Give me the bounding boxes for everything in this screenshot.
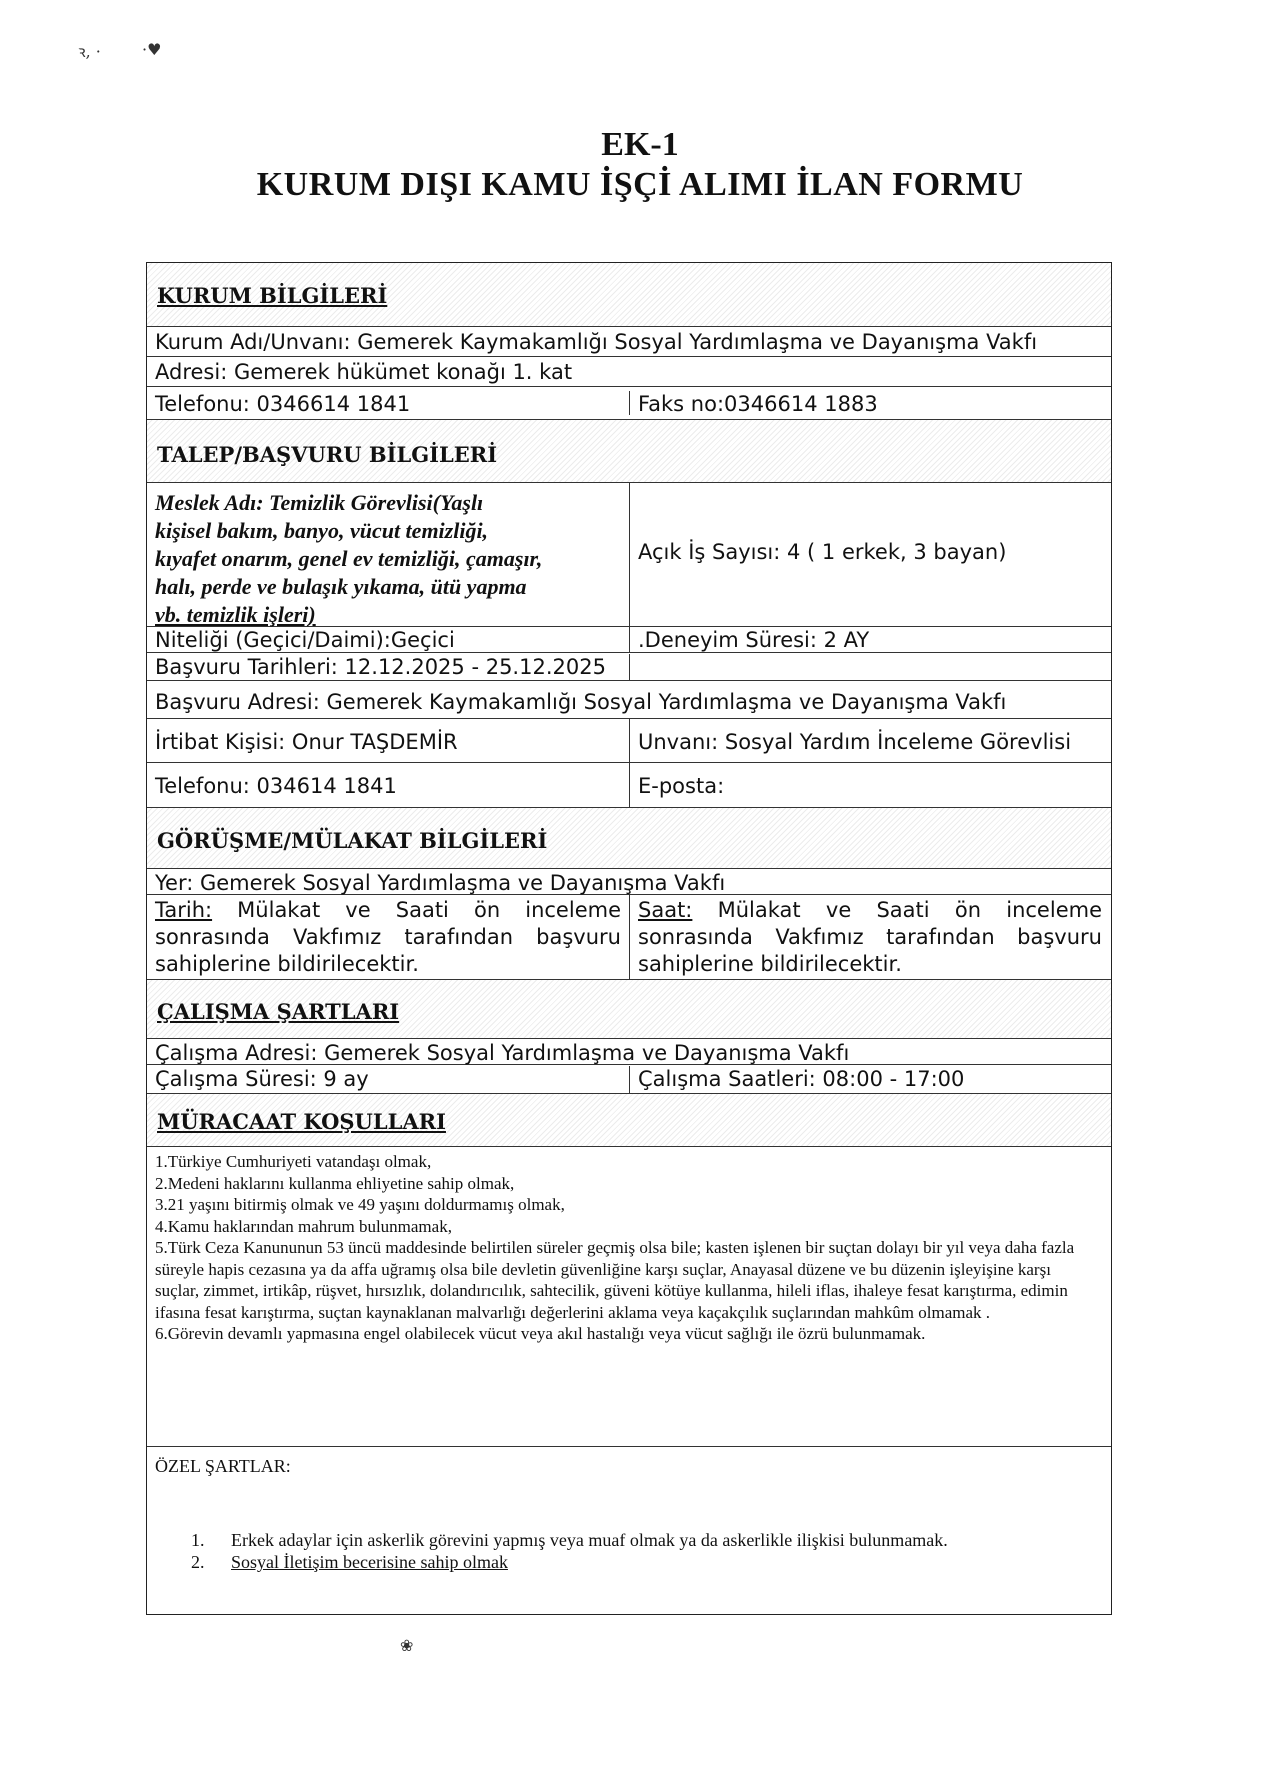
basvuru-adresi-row	[147, 681, 1111, 719]
section-kurum-bilgileri	[147, 263, 1111, 327]
scan-mark: ꝛ, ·	[78, 42, 101, 61]
condition-item: 4.Kamu haklarından mahrum bulunmamak,	[155, 1216, 452, 1236]
calisma-adresi-row	[147, 1039, 1111, 1065]
calisma-adresi: Çalışma Adresi: Gemerek Sosyal Yardımlaşma ve Dayanışma Vakfı	[155, 1041, 850, 1065]
meslek-adi	[147, 483, 630, 626]
acik-is-sayisi: Açık İş Sayısı: 4 ( 1 erkek, 3 bayan)	[638, 540, 1007, 564]
meslek-line: Meslek Adı: Temizlik Görevlisi(Yaşlı	[155, 490, 484, 515]
document-code: EK-1	[601, 126, 679, 163]
calisma-suresi: Çalışma Süresi: 9 ay	[147, 1066, 630, 1093]
kurum-fax: Faks no:0346614 1883	[638, 392, 878, 416]
section-title: TALEP/BAŞVURU BİLGİLERİ	[157, 442, 498, 467]
section-muracaat-kosullari	[147, 1093, 1111, 1147]
iletisim-row	[147, 763, 1111, 807]
irtibat-row	[147, 719, 1111, 763]
ozel-sartlar-block	[147, 1447, 1111, 1614]
mulakat-saat	[630, 895, 1110, 979]
meslek-line: kişisel bakım, banyo, vücut temizliği,	[155, 518, 489, 543]
condition-item: 1.Türkiye Cumhuriyeti vatandaşı olmak,	[155, 1152, 432, 1171]
ozel-item-number: 2.	[191, 1552, 205, 1572]
irtibat-telefon: Telefonu: 034614 1841	[147, 763, 630, 807]
section-calisma-sartlari	[147, 979, 1111, 1039]
condition-item: 5.Türk Ceza Kanununun 53 üncü maddesinde belirtilen süreler geçmiş olsa bile; kasten işlenen bir suçtan dolayı bir yıl veya daha fazla süreyle hapis cezasına ya da affa uğramış olsa bile devletin güvenliğine karşı suçlar, Anayasal düzene ve bu düzenin işleyişine karşı suçlar, zimmet, irtikâp, rüşvet, hırsızlık, dolandırıcılık, sahtecilik, güveni kötüye kullanma, hileli iflas, ihaleye fesat karıştırma, edimin ifasına fesat karıştırma, suçtan kaynaklanan malvarlığı değerlerini aklama veya kaçakçılık suçlarından mahkûm olmamak .	[155, 1238, 1075, 1322]
scan-mark: ·♥	[142, 40, 162, 59]
section-title: MÜRACAAT KOŞULLARI	[157, 1109, 446, 1134]
ozel-item-number: 1.	[191, 1530, 205, 1550]
kurum-name-row	[147, 327, 1111, 357]
saat-text: Mülakat ve Saati ön inceleme sonrasında Vakfımız tarafından başvuru sahiplerine bildirilecektir.	[638, 898, 1102, 976]
niteligi: Niteliği (Geçici/Daimi):Geçici	[147, 627, 630, 652]
eposta: E-posta:	[638, 774, 725, 798]
kurum-address-row	[147, 357, 1111, 387]
section-title: KURUM BİLGİLERİ	[157, 283, 388, 308]
condition-item: 2.Medeni haklarını kullanma ehliyetine sahip olmak,	[155, 1173, 515, 1193]
meslek-row	[147, 483, 1111, 627]
tarih-label: Tarih:	[155, 898, 213, 922]
deneyim-suresi: .Deneyim Süresi: 2 AY	[638, 628, 870, 652]
tarih-text: Mülakat ve Saati ön inceleme sonrasında Vakfımız tarafından başvuru sahiplerine bildirilecektir.	[155, 898, 621, 976]
calisma-sure-row	[147, 1065, 1111, 1093]
mulakat-tarih	[147, 895, 630, 979]
yer-row	[147, 869, 1111, 895]
meslek-line: kıyafet onarım, genel ev temizliği, çamaşır,	[155, 546, 543, 571]
basvuru-tarihleri: Başvuru Tarihleri: 12.12.2025 - 25.12.2025	[147, 654, 630, 681]
condition-item: 3.21 yaşını bitirmiş olmak ve 49 yaşını doldurmamış olmak,	[155, 1195, 565, 1214]
irtibat-kisisi: İrtibat Kişisi: Onur TAŞDEMİR	[147, 719, 630, 762]
section-title: GÖRÜŞME/MÜLAKAT BİLGİLERİ	[157, 828, 548, 853]
kurum-phone-row	[147, 387, 1111, 419]
nitelik-row	[147, 627, 1111, 653]
basvuru-adresi: Başvuru Adresi: Gemerek Kaymakamlığı Sosyal Yardımlaşma ve Dayanışma Vakfı	[155, 690, 1007, 714]
scan-mark: ❀	[400, 1636, 414, 1655]
kurum-address: Adresi: Gemerek hükümet konağı 1. kat	[155, 360, 573, 384]
ozel-sartlar-title: ÖZEL ŞARTLAR:	[155, 1456, 291, 1476]
tarihler-row	[147, 653, 1111, 681]
calisma-saatleri: Çalışma Saatleri: 08:00 - 17:00	[638, 1067, 965, 1091]
section-gorusme-mulakat	[147, 807, 1111, 869]
kurum-phone: Telefonu: 0346614 1841	[147, 391, 630, 415]
meslek-line: halı, perde ve bulaşık yıkama, ütü yapma	[155, 574, 527, 599]
announcement-form	[146, 262, 1112, 1615]
meslek-line: vb. temizlik işleri)	[155, 602, 316, 627]
section-talep-basvuru	[147, 419, 1111, 483]
ozel-item-text: Erkek adaylar için askerlik görevini yapmış veya muaf olmak ya da askerlikle ilişkisi bulunmamak.	[231, 1530, 948, 1550]
document-title: KURUM DIŞI KAMU İŞÇİ ALIMI İLAN FORMU	[256, 166, 1024, 203]
ozel-item-text: Sosyal İletişim becerisine sahip olmak	[231, 1552, 508, 1572]
unvan: Unvanı: Sosyal Yardım İnceleme Görevlisi	[638, 730, 1072, 754]
ozel-item	[191, 1529, 1097, 1551]
section-title: ÇALIŞMA ŞARTLARI	[157, 999, 400, 1024]
conditions-block	[147, 1147, 1111, 1447]
kurum-name: Kurum Adı/Unvanı: Gemerek Kaymakamlığı Sosyal Yardımlaşma ve Dayanışma Vakfı	[155, 330, 1038, 354]
saat-label: Saat:	[638, 898, 693, 922]
ozel-item	[191, 1551, 1097, 1573]
condition-item: 6.Görevin devamlı yapmasına engel olabilecek vücut veya akıl hastalığı veya vücut sağlığı ile özrü bulunmamak.	[155, 1324, 926, 1343]
tarih-saat-row	[147, 895, 1111, 979]
mulakat-yeri: Yer: Gemerek Sosyal Yardımlaşma ve Dayanışma Vakfı	[155, 871, 726, 895]
